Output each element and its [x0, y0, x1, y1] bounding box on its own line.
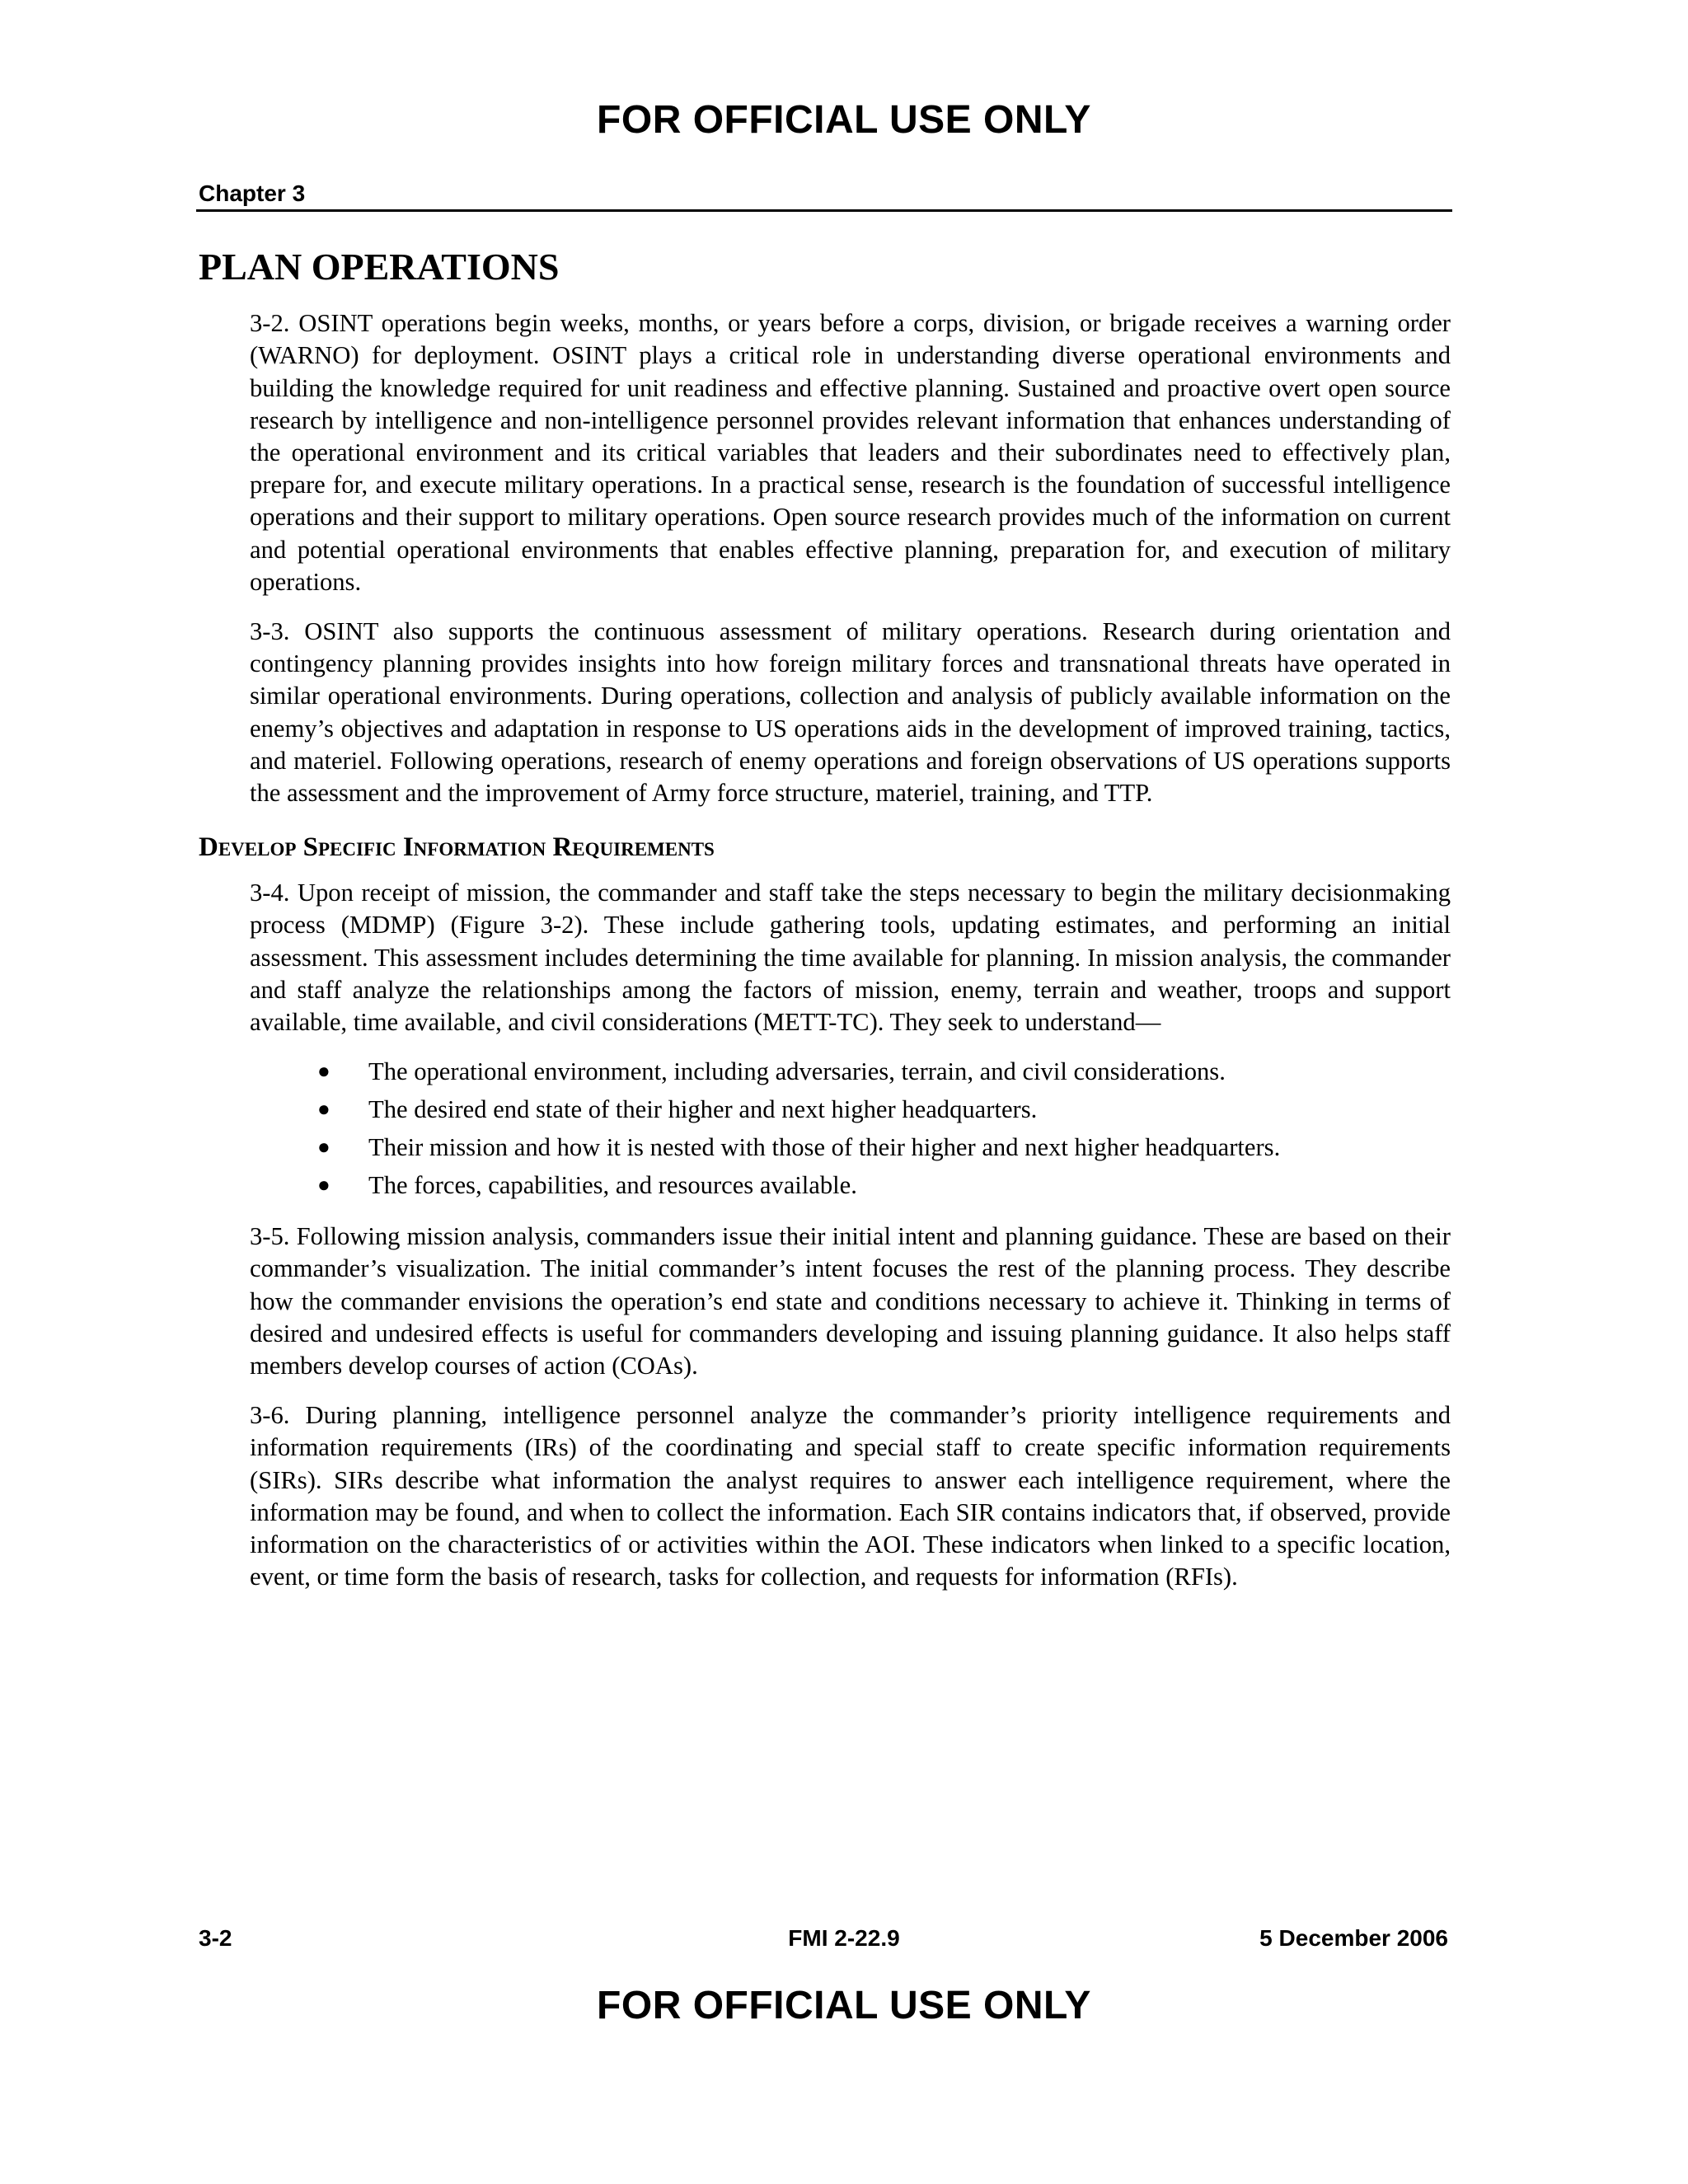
page-body [199, 244, 1451, 1610]
footer-document-id: FMI 2-22.9 [788, 1925, 900, 1951]
classification-marking-bottom: FOR OFFICIAL USE ONLY [597, 1984, 1091, 2027]
list-item-text: Their mission and how it is nested with those of their higher and next higher headquarters. [368, 1133, 1281, 1162]
list-item [199, 1128, 1451, 1166]
bullet-icon: ● [317, 1173, 331, 1197]
subsection-title: Develop Specific Information Requirements [199, 832, 715, 863]
list-item [199, 1090, 1451, 1128]
list-item [199, 1166, 1451, 1204]
list-item-text: The desired end state of their higher and next higher headquarters. [368, 1095, 1038, 1124]
footer-date: 5 December 2006 [1259, 1925, 1448, 1951]
bullet-icon: ● [317, 1135, 331, 1160]
footer-page-number: 3-2 [199, 1925, 232, 1951]
paragraph-3-5: 3-5. Following mission analysis, commanders issue their initial intent and planning guidance. These are based on their commander’s visualization. The initial commander’s intent focuses the rest of the planning process. They describe how the commander envisions the operation’s end state and conditions necessary to achieve it. Thinking in terms of desired and undesired effects is useful for commanders developing and issuing planning guidance. It also helps staff members develop courses of action (COAs). [250, 1222, 1451, 1380]
paragraph-3-6: 3-6. During planning, intelligence personnel analyze the commander’s priority intelligence requirements and information requirements (IRs) of the coordinating and special staff to create specific information requirements (SIRs). SIRs describe what information the analyst requires to answer each intelligence requirement, where the information may be found, and when to collect the information. Each SIR contains indicators that, if observed, provide information on the characteristics of or activities within the AOI. These indicators when linked to a specific location, event, or time form the basis of research, tasks for collection, and requests for information (RFIs). [250, 1401, 1451, 1591]
list-item [199, 1052, 1451, 1090]
paragraph-3-2: 3-2. OSINT operations begin weeks, months, or years before a corps, division, or brigade receives a warning order (WARNO) for deployment. OSINT plays a critical role in understanding diverse operational environments and building the knowledge required for unit readiness and effective planning. Sustained and proactive overt open source research by intelligence and non-intelligence personnel provides relevant information that enhances understanding of the operational environment and its critical variables that leaders and their subordinates need to effectively plan, prepare for, and execute military operations. In a practical sense, research is the foundation of successful intelligence operations and their support to military operations. Open source research provides much of the information on current and potential operational environments that enables effective planning, preparation for, and execution of military operations. [250, 309, 1451, 596]
bullet-list [199, 1052, 1451, 1204]
section-title: PLAN OPERATIONS [199, 246, 560, 288]
paragraph-3-3: 3-3. OSINT also supports the continuous assessment of military operations. Research during orientation and contingency planning provides insights into how foreign military forces and transnational threats have operated in similar operational environments. During operations, collection and analysis of publicly available information on the enemy’s objectives and adaptation in response to US operations aids in the development of improved training, tactics, and materiel. Following operations, research of enemy operations and foreign observations of US operations supports the assessment and the improvement of Army force structure, materiel, training, and TTP. [250, 617, 1451, 808]
header-divider [196, 209, 1452, 212]
bullet-icon: ● [317, 1059, 331, 1084]
chapter-label: Chapter 3 [199, 180, 306, 206]
paragraph-3-4: 3-4. Upon receipt of mission, the commander and staff take the steps necessary to begin the military decisionmaking process (MDMP) (Figure 3-2). These include gathering tools, updating estimates, and performing an initial assessment. This assessment includes determining the time available for planning. In mission analysis, the commander and staff analyze the relationships among the factors of mission, enemy, terrain and weather, troops and support available, time available, and civil considerations (METT-TC). They seek to understand— [250, 879, 1451, 1037]
list-item-text: The operational environment, including adversaries, terrain, and civil considerations. [368, 1057, 1226, 1086]
bullet-icon: ● [317, 1097, 331, 1122]
list-item-text: The forces, capabilities, and resources available. [368, 1171, 857, 1200]
classification-marking-top: FOR OFFICIAL USE ONLY [597, 98, 1091, 142]
